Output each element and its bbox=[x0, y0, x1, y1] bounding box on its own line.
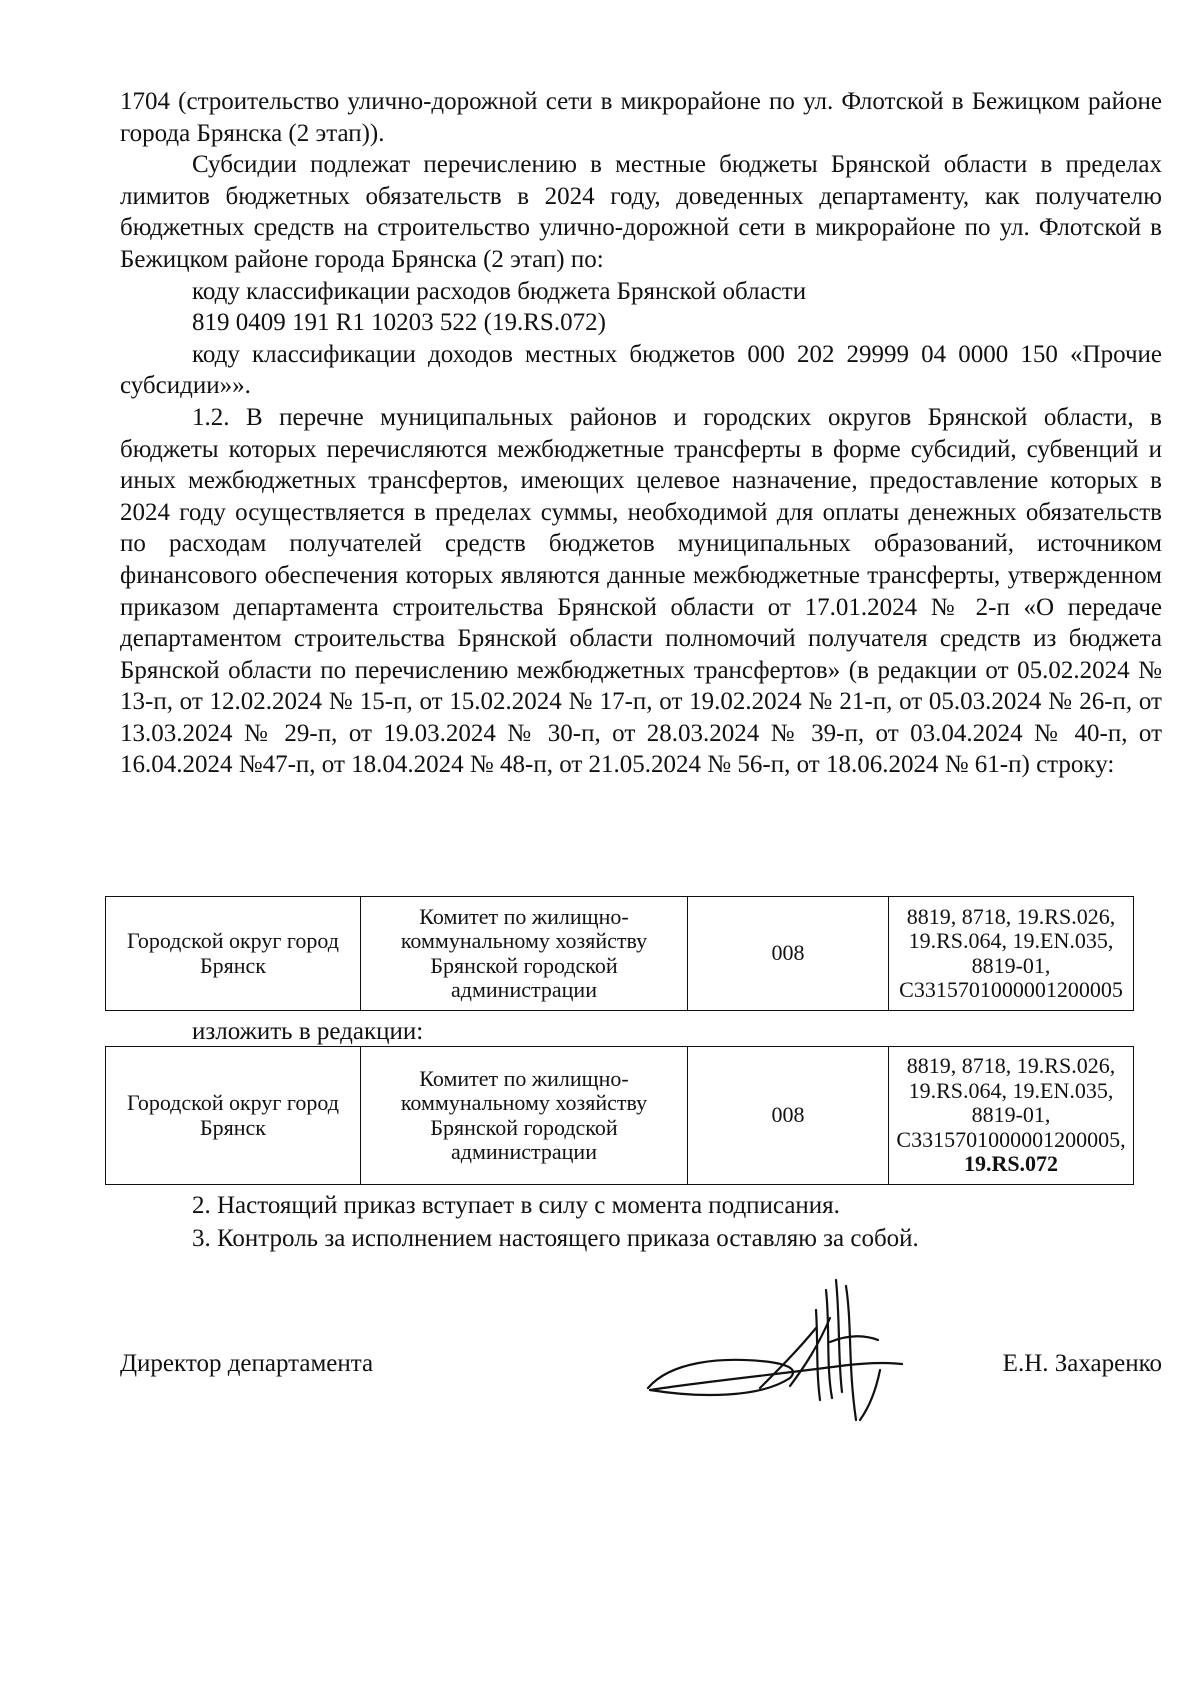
cell-municipality: Городской округ город Брянск bbox=[106, 1047, 361, 1185]
table-row bbox=[106, 1047, 1134, 1185]
signatory-position: Директор департамента bbox=[120, 1350, 374, 1377]
table-row bbox=[106, 897, 1134, 1011]
cell-recipient: Комитет по жилищно-коммунальному хозяйству Брянской городской администрации bbox=[361, 1047, 688, 1185]
paragraph-continuation: 1704 (строительство улично-дорожной сети в микрорайоне по ул. Флотской в Бежицком районе города Брянска (2 этап)). bbox=[120, 88, 1162, 147]
paragraph-subsidies: Субсидии подлежат перечислению в местные бюджеты Брянской области в пределах лимитов бюджетных обязательств в 2024 году, доведенных департаменту, как получателю бюджетных средств на строительство улично-дорожной сети в микрорайоне по ул. Флотской в Бежицком районе города Брянска (2 этап) по: bbox=[120, 151, 1162, 273]
cell-municipality: Городской округ город Брянск bbox=[106, 897, 361, 1011]
cell-code: 008 bbox=[688, 1047, 889, 1185]
purpose-line: 19.RS.064, 19.EN.035, bbox=[908, 928, 1114, 953]
purpose-line: 8819-01, bbox=[971, 1102, 1051, 1128]
purpose-line: 8819, 8718, 19.RS.026, bbox=[906, 1053, 1116, 1079]
cell-purposes bbox=[889, 897, 1134, 1011]
paragraph-income-code: коду классификации доходов местных бюджетов 000 202 29999 04 0000 150 «Прочие субсидии»». bbox=[120, 340, 1162, 400]
purpose-added: 19.RS.072 bbox=[963, 1151, 1059, 1177]
closing-item-2: 2. Настоящий приказ вступает в силу с момента подписания. bbox=[192, 1192, 840, 1219]
purpose-line: С3315701000001200005 bbox=[899, 977, 1123, 1002]
restate-label: изложить в редакции: bbox=[192, 1018, 424, 1045]
paragraph-expense-code-label: коду классификации расходов бюджета Брянской области bbox=[192, 277, 807, 305]
cell-code: 008 bbox=[688, 897, 889, 1011]
signatory-name: Е.Н. Захаренко bbox=[1002, 1350, 1162, 1377]
handwritten-signature bbox=[640, 1270, 910, 1430]
body-text bbox=[120, 86, 1162, 781]
purpose-line: 19.RS.064, 19.EN.035, bbox=[908, 1077, 1114, 1103]
purpose-line: С3315701000001200005, bbox=[896, 1126, 1126, 1152]
cell-purposes bbox=[889, 1047, 1134, 1185]
table-old-row bbox=[105, 896, 1134, 1011]
paragraph-item-1-2: 1.2. В перечне муниципальных районов и городских округов Брянской области, в бюджеты которых перечисляются межбюджетные трансферты в форме субсидий, субвенций и иных межбюджетных трансфертов, имеющих целевое назначение, предоставление которых в 2024 году осуществляется в пределах суммы, необходимой для оплаты денежных обязательств по расходам получателей средств бюджетов муниципальных образований, источником финансового обеспечения которых являются данные межбюджетные трансферты, утвержденном приказом департамента строительства Брянской области от 17.01.2024 № 2-п «О передаче департаментом строительства Брянской области полномочий получателя средств из бюджета Брянской области по перечислению межбюджетных трансфертов» (в редакции от 05.02.2024 № 13-п, от 12.02.2024 № 15-п, от 15.02.2024 № 17-п, от 19.02.2024 № 21-п, от 05.03.2024 № 26-п, от 13.03.2024 № 29-п, от 19.03.2024 № 30-п, от 28.03.2024 № 39-п, от 03.04.2024 № 40-п, от 16.04.2024 №47-п, от 18.04.2024 № 48-п, от 21.05.2024 № 56-п, от 18.06.2024 № 61-п) строку: bbox=[120, 403, 1162, 779]
purpose-line: 8819, 8718, 19.RS.026, bbox=[906, 903, 1116, 929]
cell-recipient: Комитет по жилищно-коммунальному хозяйству Брянской городской администрации bbox=[361, 897, 688, 1011]
paragraph-expense-code: 819 0409 191 R1 10203 522 (19.RS.072) bbox=[192, 309, 606, 337]
table-new-row bbox=[105, 1046, 1134, 1185]
purpose-line: 8819-01, bbox=[971, 952, 1051, 978]
closing-item-3: 3. Контроль за исполнением настоящего приказа оставляю за собой. bbox=[192, 1225, 919, 1252]
